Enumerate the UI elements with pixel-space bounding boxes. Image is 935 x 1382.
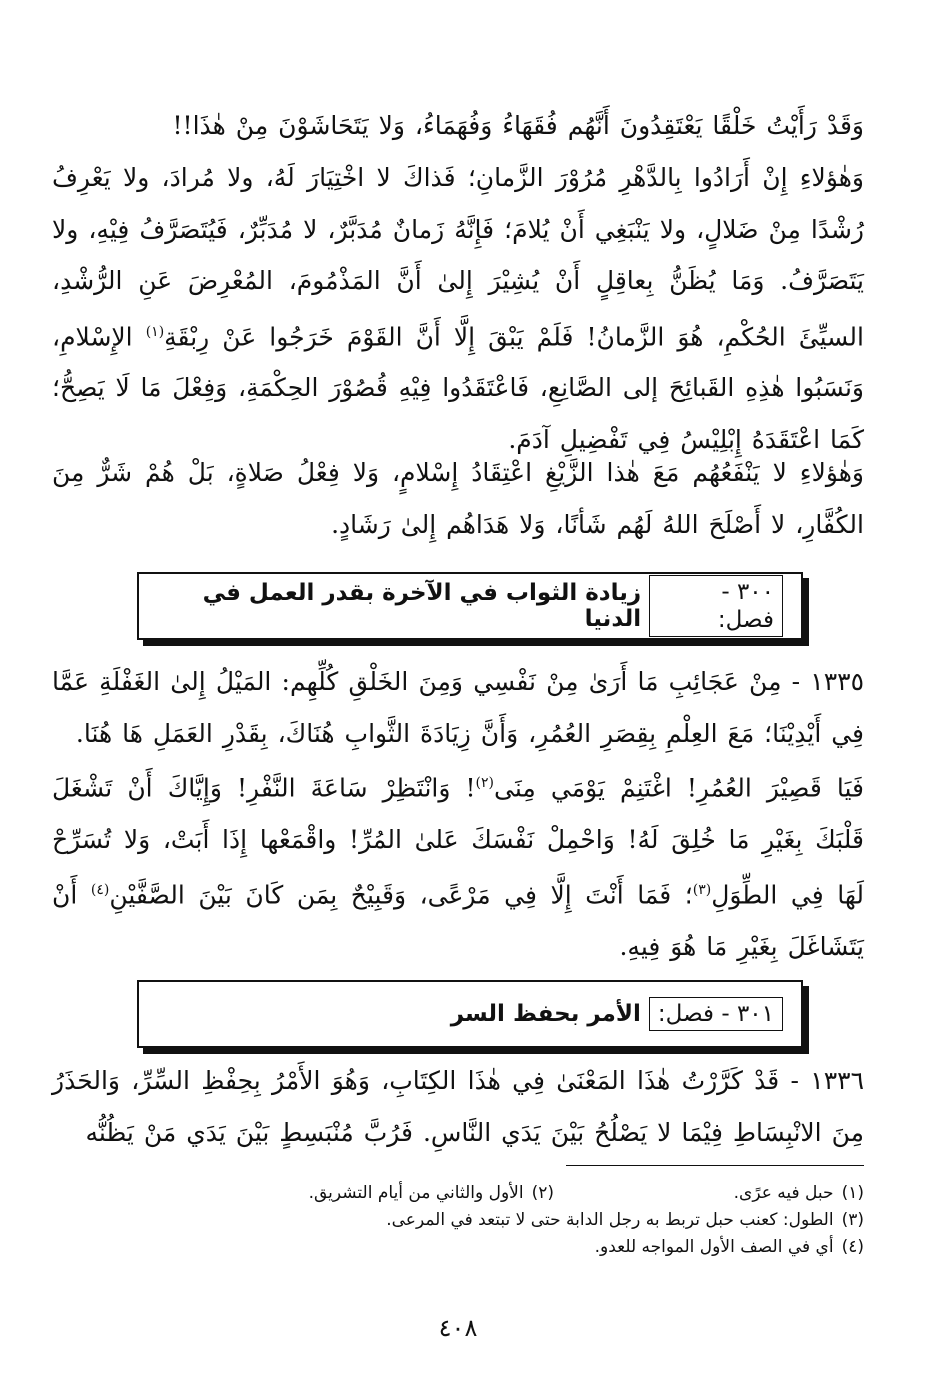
footnote-3 bbox=[52, 1207, 864, 1234]
section-number-301: ٣٠١ - فصل: bbox=[649, 997, 783, 1031]
section-heading-300 bbox=[137, 572, 803, 640]
footnote-1-number: (١) bbox=[841, 1183, 864, 1203]
paragraph-1335b-part3: ؛ فَمَا أَنْتَ إِلَّا فِي مَرْعًى، وَقَبِيْحٌ بِمَن كَانَ بَيْنَ الصَّفَّيْنِ bbox=[109, 880, 693, 910]
section-number-300: ٣٠٠ - فصل: bbox=[649, 575, 783, 637]
footnote-ref-3: (٣) bbox=[692, 882, 712, 899]
footnote-row bbox=[52, 1180, 864, 1207]
paragraph-dahr bbox=[52, 152, 864, 465]
paragraph-dahr-text: وَهٰؤلاءِ إِنْ أَرَادُوا بِالدَّهْرِ مُرُوْرَ الزَّمانِ؛ فَذاكَ لا اخْتِيَارَ لَهُ، ولا مُرادَ، ولا يَعْرِفُ رُشْدًا مِنْ ضَلالٍ، ولا يَنْبَغِي أَنْ يُلامَ؛ فَإِنَّهُ زَمانٌ مُدَبَّرٌ، لا مُدَبِّرٌ، فَيُتَصَرَّفُ فِيْهِ، ولا يَتَصَرَّفُ. وَمَا يُظَنُّ بِعاقِلٍ أَنْ يُشِيْرَ إِلىٰ أَنَّ المَذْمُومَ، المُعْرِضَ عَنِ الرُّشْدِ، السيِّئَ الحُكْمِ، هُوَ الزَّمانُ! فَلَمْ يَبْقَ إِلَّا أَنَّ القَوْمَ خَرَجُوا عَنْ رِبْقَةِ bbox=[52, 163, 864, 351]
paragraph-opening: وَقَدْ رَأَيْتُ خَلْقًا يَعْتَقِدُونَ أَنَّهُم فُقَهَاءُ وَفُهَمَاءُ، وَلا يَتَحَاشَوْنَ مِنْ هٰذَا!! bbox=[172, 111, 864, 140]
paragraph-zaygh: وَهٰؤلاءِ لا يَنْفَعُهُم مَعَ هٰذا الزَّيْغِ اعْتِقَادُ إِسْلامٍ، وَلا فِعْلُ صَلاةٍ، بَلْ هُمْ شَرٌّ مِنَ الكُفَّارِ، لا أَصْلَحَ اللهُ لَهُم شَأنًا، وَلا هَدَاهُم إِلىٰ رَشَادٍ. bbox=[52, 458, 864, 539]
footnote-divider bbox=[566, 1165, 864, 1166]
paragraph-1336: ١٣٣٦ - قَدْ كَرَّرْتُ هٰذَا المَعْنَىٰ فِي هٰذَا الكِتَابِ، وَهُوَ الأَمْرُ بِحِفْظِ السِّرِّ، وَالحَذَرُ مِنَ الانْبِسَاطِ فِيْمَا لا يَصْلُحُ بَيْنَ يَدَي النَّاسِ. فَرُبَّ مُنْبَسِطٍ بَيْنَ يَدَي مَنْ يَظُنُّه bbox=[52, 1066, 864, 1147]
page-number: ٤٠٨ bbox=[438, 1314, 478, 1342]
footnote-4-number: (٤) bbox=[841, 1237, 864, 1257]
paragraph-dahr-tail: الإِسْلامِ، وَنَسَبُوا هٰذِهِ القَبائِحَ إلى الصَّانِعِ، فَاعْتَقَدُوا فِيْهِ قُصُوْرَ الحِكْمَةِ، وَفِعْلَ مَا لَا يَصِحُّ؛ كَمَا اعْتَقَدَهُ إِبْلِيْسُ فِي تَفْضِيلِ آدَمَ. bbox=[52, 321, 864, 454]
footnote-4-text: أي في الصف الأول المواجه للعدو. bbox=[594, 1237, 834, 1257]
footnote-4 bbox=[52, 1234, 864, 1261]
footnote-ref-2: (٢) bbox=[475, 775, 495, 791]
section-title-301: الأمر بحفظ السر bbox=[450, 1001, 641, 1027]
footnote-ref-4: (٤) bbox=[90, 882, 110, 899]
footnote-ref-1: (١) bbox=[145, 323, 165, 340]
paragraph-1335-continued bbox=[52, 758, 864, 973]
footnote-3-text: الطول: كعنب حبل تربط به رجل الدابة حتى لا تبتعد في المرعى. bbox=[386, 1210, 834, 1230]
footnote-2 bbox=[264, 1180, 554, 1207]
footnotes bbox=[52, 1180, 864, 1261]
footnote-3-number: (٣) bbox=[841, 1210, 864, 1230]
paragraph-1335: ١٣٣٥ - مِنْ عَجَائِبِ مَا أَرَىٰ مِنْ نَفْسِي وَمِنَ الخَلْقِ كُلِّهِم: المَيْلُ إِلىٰ الغَفْلَةِ عَمَّا فِي أَيْدِيْنَا؛ مَعَ العِلْمِ بِقِصَرِ العُمُرِ، وَأَنَّ زِيَادَةَ الثَّوابِ هُنَاكَ، بِقَدْرِ العَمَلِ هَا هُنَا. bbox=[52, 667, 864, 748]
section-heading-301 bbox=[137, 980, 803, 1048]
footnote-2-number: (٢) bbox=[531, 1183, 554, 1203]
footnote-1-text: حبل فيه عرًى. bbox=[733, 1183, 834, 1203]
paragraph-1335b-part1: فَيَا قَصِيْرَ العُمُرِ! اغْتَنِمْ يَوْمَي مِنَى bbox=[494, 773, 864, 803]
paragraph-1335b-part4: أَنْ يَتَشَاغَلَ بِغَيْرِ مَا هُوَ فِيهِ. bbox=[52, 880, 864, 962]
footnote-1 bbox=[574, 1180, 864, 1207]
paragraph-1335b-part2: ! وَانْتَظِرْ سَاعَةَ النَّفْرِ! وَإِيَّاكَ أَنْ تَشْغَلَ قَلْبَكَ بِغَيْرِ مَا خُلِقَ لَهُ! وَاحْمِلْ نَفْسَكَ عَلىٰ المُرِّ! واقْمَعْها إِذَا أَبَتْ، وَلا تُسَرِّحْ لَهَا فِي الطِّوَلِ bbox=[52, 773, 864, 910]
footnote-2-text: الأول والثاني من أيام التشريق. bbox=[308, 1183, 524, 1203]
section-title-300: زيادة الثواب في الآخرة بقدر العمل في الدنيا bbox=[202, 580, 642, 632]
